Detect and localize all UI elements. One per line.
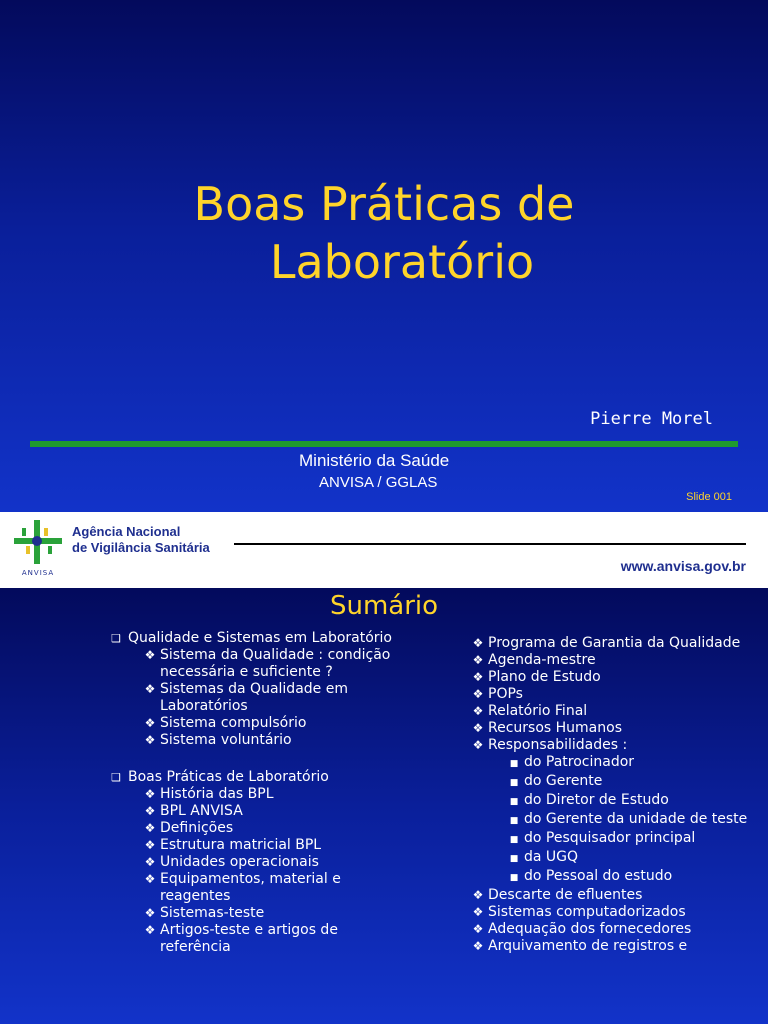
diamond-bullet-icon: ❖: [472, 653, 484, 667]
list-item: ❖ Plano de Estudo: [468, 669, 768, 686]
summary-right-column: [468, 635, 768, 955]
square-bullet-icon: ■: [509, 854, 519, 864]
list-item: ❖ Unidades operacionais: [104, 854, 404, 871]
list-item: ❖ Sistema compulsório: [104, 715, 404, 732]
sub-list-item: ■ do Patrocinador: [468, 754, 768, 773]
diamond-bullet-icon: ❖: [472, 670, 484, 684]
list-item: ❖ Sistemas computadorizados: [468, 904, 768, 921]
list-item: ❖ Recursos Humanos: [468, 720, 768, 737]
diamond-bullet-icon: ❖: [144, 682, 156, 696]
square-bullet-icon: ■: [509, 797, 519, 807]
list-item: ❖ POPs: [468, 686, 768, 703]
list-item: ❖ Arquivamento de registros e: [468, 938, 768, 955]
sub-list-item: ■ do Pessoal do estudo: [468, 868, 768, 887]
list-item: ❖ Relatório Final: [468, 703, 768, 720]
list-item: ❖ Programa de Garantia da Qualidade: [468, 635, 768, 652]
square-bullet-icon: ■: [509, 835, 519, 845]
slide-title-line2: Laboratório: [269, 235, 535, 289]
slide-number: Slide 001: [686, 491, 732, 503]
list-item: ❖ Equipamentos, material e reagentes: [104, 871, 404, 905]
logo-text: ANVISA: [21, 569, 55, 577]
list-item: ❖ Sistemas-teste: [104, 905, 404, 922]
website-url: www.anvisa.gov.br: [620, 558, 746, 574]
summary-slide: [0, 588, 768, 1024]
list-item: ❖ Sistemas da Qualidade em Laboratórios: [104, 681, 404, 715]
list-item: ❖ Sistema voluntário: [104, 732, 404, 749]
author-name: Pierre Morel: [590, 409, 713, 429]
diamond-bullet-icon: ❖: [472, 922, 484, 936]
anvisa-banner: [0, 512, 768, 588]
slide-title-line1: Boas Práticas de: [193, 177, 575, 231]
diamond-bullet-icon: ❖: [144, 733, 156, 747]
banner-rule: [234, 543, 746, 545]
diamond-bullet-icon: ❖: [144, 787, 156, 801]
ministry-name: Ministério da Saúde: [299, 451, 450, 470]
diamond-bullet-icon: ❖: [472, 636, 484, 650]
list-item: ❖ Responsabilidades :: [468, 737, 768, 754]
agency-name-line1: Agência Nacional: [72, 524, 181, 539]
diamond-bullet-icon: ❖: [472, 738, 484, 752]
diamond-bullet-icon: ❖: [472, 905, 484, 919]
list-item: ❖ História das BPL: [104, 786, 404, 803]
diamond-bullet-icon: ❖: [144, 872, 156, 886]
diamond-bullet-icon: ❖: [472, 888, 484, 902]
checkbox-bullet-icon: ❑: [111, 771, 121, 784]
sub-list-item: ■ da UGQ: [468, 849, 768, 868]
diamond-bullet-icon: ❖: [472, 687, 484, 701]
list-item: ❖ Adequação dos fornecedores: [468, 921, 768, 938]
diamond-bullet-icon: ❖: [144, 923, 156, 937]
diamond-bullet-icon: ❖: [472, 721, 484, 735]
sub-list-item: ■ do Diretor de Estudo: [468, 792, 768, 811]
sub-list-item: ■ do Gerente: [468, 773, 768, 792]
sub-list-item: ■ do Pesquisador principal: [468, 830, 768, 849]
anvisa-logo-icon: [12, 516, 64, 578]
diamond-bullet-icon: ❖: [144, 855, 156, 869]
summary-title: Sumário: [329, 591, 439, 621]
square-bullet-icon: ■: [509, 816, 519, 826]
square-bullet-icon: ■: [509, 778, 519, 788]
list-item: ❖ Agenda-mestre: [468, 652, 768, 669]
diamond-bullet-icon: ❖: [144, 804, 156, 818]
list-item: ❖ Descarte de efluentes: [468, 887, 768, 904]
diamond-bullet-icon: ❖: [144, 821, 156, 835]
sub-list-item: ■ do Gerente da unidade de teste: [468, 811, 768, 830]
agency-name-line2: de Vigilância Sanitária: [72, 540, 210, 555]
green-divider: [30, 441, 738, 447]
diamond-bullet-icon: ❖: [472, 704, 484, 718]
diamond-bullet-icon: ❖: [472, 939, 484, 953]
section-heading: ❑ Qualidade e Sistemas em Laboratório: [104, 630, 404, 647]
list-item: ❖ Estrutura matricial BPL: [104, 837, 404, 854]
square-bullet-icon: ■: [509, 873, 519, 883]
list-item: ❖ Definições: [104, 820, 404, 837]
list-item: ❖ Artigos-teste e artigos de referência: [104, 922, 404, 956]
square-bullet-icon: ■: [509, 759, 519, 769]
agency-name: [72, 524, 210, 556]
summary-left-column: [104, 630, 404, 956]
diamond-bullet-icon: ❖: [144, 716, 156, 730]
checkbox-bullet-icon: ❑: [111, 632, 121, 645]
list-item: ❖ BPL ANVISA: [104, 803, 404, 820]
diamond-bullet-icon: ❖: [144, 906, 156, 920]
diamond-bullet-icon: ❖: [144, 648, 156, 662]
agency-department: ANVISA / GGLAS: [319, 474, 438, 491]
diamond-bullet-icon: ❖: [144, 838, 156, 852]
list-item: ❖ Sistema da Qualidade : condição necessária e suficiente ?: [104, 647, 404, 681]
section-heading: ❑ Boas Práticas de Laboratório: [104, 769, 404, 786]
